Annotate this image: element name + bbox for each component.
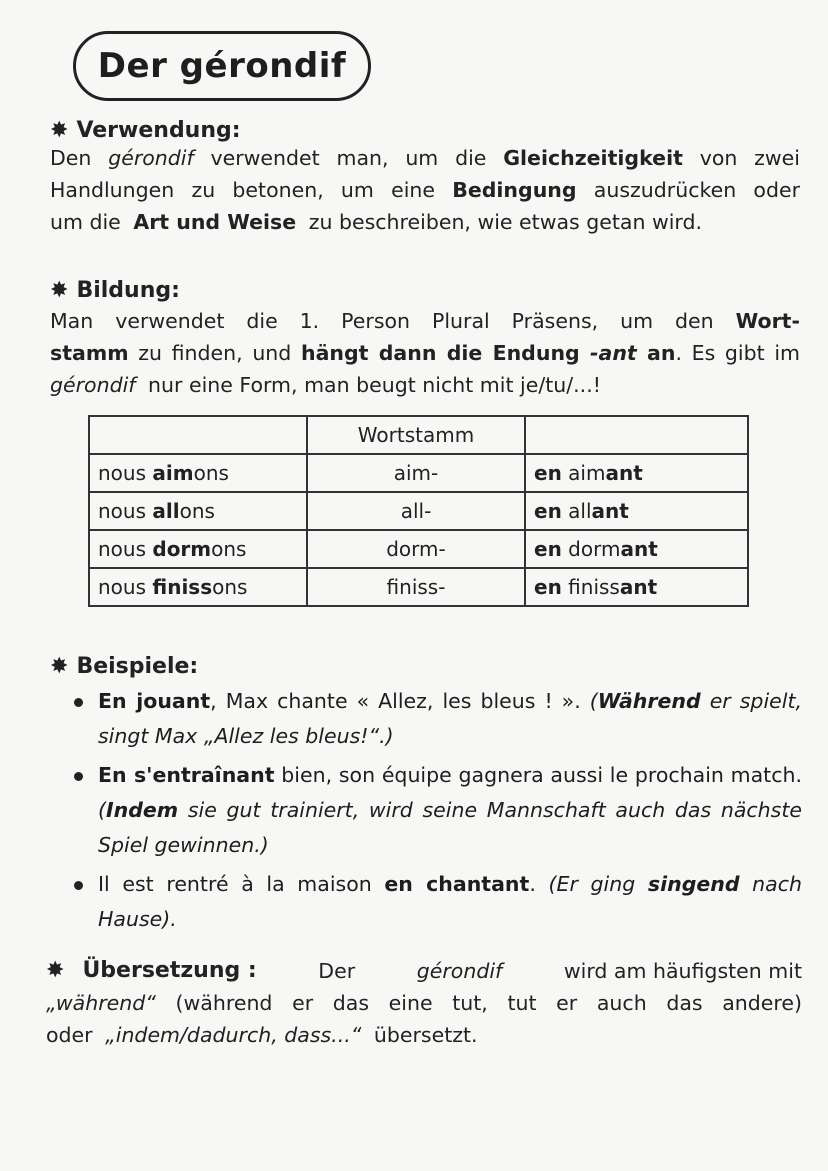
table-cell-gerondif — [525, 530, 748, 568]
table-cell-gerondif — [525, 454, 748, 492]
text-segment: hängt dann die Endung — [300, 341, 590, 365]
text-segment: „während“ — [46, 991, 156, 1015]
text-segment: sie gut trainiert, wird seine Mannschaft auch das nächste Spiel gewinnen.) — [98, 798, 802, 857]
verb-part: ons — [179, 499, 215, 523]
text-segment: auszudrücken oder — [576, 178, 800, 202]
heading-uebersetzung-label: Übersetzung : — [82, 958, 257, 983]
gerondif-part: ant — [620, 537, 658, 561]
heading-verwendung — [50, 118, 241, 143]
gerondif-part: en — [534, 537, 562, 561]
text-segment: um die — [50, 210, 128, 234]
heading-uebersetzung — [46, 955, 257, 987]
verb-part: nous — [98, 499, 153, 523]
text-segment: nach Hause). — [98, 872, 803, 931]
gerondif-part: en — [534, 499, 562, 523]
gerondif-part: dorm — [561, 537, 621, 561]
text-segment: von zwei — [682, 146, 800, 170]
table-cell-wortstamm: finiss- — [307, 568, 525, 606]
table-header-cell: Wortstamm — [307, 416, 525, 454]
paragraph-line — [50, 174, 800, 206]
table-cell-gerondif — [525, 492, 748, 530]
paragraph-line — [50, 337, 800, 369]
table-row — [89, 492, 748, 530]
paragraph-line — [50, 305, 800, 337]
heading-verwendung-label: Verwendung: — [76, 118, 241, 143]
table-cell-wortstamm: aim- — [307, 454, 525, 492]
text-segment: Wort- — [735, 309, 800, 333]
list-item — [70, 867, 802, 937]
text-segment: wird am häufigsten mit — [563, 959, 802, 983]
text-segment: Während — [597, 689, 701, 713]
verb-part: nous — [98, 537, 153, 561]
text-segment: en chantant — [384, 872, 530, 896]
verb-part: finiss — [152, 575, 213, 599]
asterisk-star-icon: ✸ — [50, 654, 69, 679]
text-segment: Man verwendet die 1. Person Plural Präsens, um den — [50, 309, 736, 333]
table-cell-wortstamm: dorm- — [307, 530, 525, 568]
text-segment: er spielt, singt Max „Allez les bleus!“.) — [98, 689, 803, 748]
text-segment: gérondif — [416, 959, 503, 983]
table-cell-gerondif — [525, 568, 748, 606]
paragraph-line — [46, 955, 802, 987]
text-segment: zu finden, und — [128, 341, 301, 365]
table-cell-verb — [89, 530, 307, 568]
asterisk-star-icon: ✸ — [46, 958, 65, 983]
text-segment: Gleichzeitigkeit — [503, 146, 683, 170]
gerondif-part: en — [534, 461, 562, 485]
conjugation-table — [88, 415, 749, 607]
gerondif-part: all — [561, 499, 592, 523]
gerondif-part: en — [534, 575, 562, 599]
gerondif-part: aim — [561, 461, 606, 485]
table-cell-verb — [89, 568, 307, 606]
table-row — [89, 454, 748, 492]
text-segment: (Er ging — [548, 872, 648, 896]
verb-part: nous — [98, 575, 153, 599]
bullet-dot-icon — [74, 698, 83, 707]
bullet-dot-icon — [74, 772, 83, 781]
text-segment: bien, son équipe gagnera aussi le prochain match. — [274, 763, 802, 787]
paragraph-bildung — [50, 305, 800, 401]
text-segment: . — [529, 872, 549, 896]
text-segment: Bedingung — [452, 178, 577, 202]
text-segment: nur eine Form, man beugt nicht mit je/tu/...! — [141, 373, 601, 397]
table-cell-wortstamm: all- — [307, 492, 525, 530]
text-segment: Der — [318, 959, 356, 983]
paragraph-line — [50, 369, 800, 401]
text-segment: -ant — [590, 341, 637, 365]
examples-list — [70, 684, 802, 941]
text-segment: zu beschreiben, wie etwas getan wird. — [302, 210, 703, 234]
heading-bildung — [50, 278, 180, 303]
paragraph-line — [46, 987, 802, 1019]
text-segment: „indem/dadurch, dass...“ — [105, 1023, 362, 1047]
list-item — [70, 758, 802, 863]
text-segment: Den — [50, 146, 109, 170]
asterisk-star-icon: ✸ — [50, 278, 69, 303]
table-header-cell — [525, 416, 748, 454]
text-segment: verwendet man, um die — [193, 146, 504, 170]
paragraph-line — [50, 206, 800, 238]
table-row — [89, 568, 748, 606]
heading-beispiele-label: Beispiele: — [76, 654, 199, 679]
text-segment: singend — [647, 872, 740, 896]
heading-beispiele — [50, 654, 198, 679]
gerondif-part: ant — [591, 499, 629, 523]
page-title: Der gérondif — [73, 31, 371, 101]
paragraph-uebersetzung — [46, 955, 802, 1051]
text-segment: Handlungen zu betonen, um eine — [50, 178, 453, 202]
list-item — [70, 684, 802, 754]
table-header-row — [89, 416, 748, 454]
text-segment: stamm — [50, 341, 129, 365]
verb-part: ons — [193, 461, 229, 485]
text-segment: oder — [46, 1023, 100, 1047]
bullet-dot-icon — [74, 881, 83, 890]
verb-part: nous — [98, 461, 153, 485]
text-segment: gérondif — [108, 146, 194, 170]
text-segment: übersetzt. — [367, 1023, 478, 1047]
table-cell-verb — [89, 454, 307, 492]
paragraph-line — [50, 142, 800, 174]
text-segment: ( — [98, 798, 106, 822]
text-segment: Il est rentré à la maison — [98, 872, 385, 896]
heading-bildung-label: Bildung: — [76, 278, 180, 303]
table-row — [89, 530, 748, 568]
text-segment: gérondif — [50, 373, 136, 397]
verb-part: all — [152, 499, 180, 523]
gerondif-part: finiss — [561, 575, 620, 599]
text-segment: En jouant — [98, 689, 211, 713]
paragraph-line — [46, 1019, 802, 1051]
paragraph-verwendung — [50, 142, 800, 238]
asterisk-star-icon: ✸ — [50, 118, 69, 143]
text-segment: (während er das eine tut, tut er auch das andere) — [155, 991, 802, 1015]
verb-part: aim — [152, 461, 194, 485]
gerondif-part: ant — [619, 575, 658, 599]
verb-part: ons — [212, 575, 248, 599]
table-header-cell — [89, 416, 307, 454]
gerondif-part: ant — [605, 461, 643, 485]
table-cell-verb — [89, 492, 307, 530]
verb-part: ons — [211, 537, 247, 561]
verb-part: dorm — [152, 537, 212, 561]
text-segment: Indem — [106, 798, 179, 822]
text-segment: Art und Weise — [133, 210, 297, 234]
text-segment: an — [636, 341, 676, 365]
text-segment: ( — [589, 689, 598, 713]
text-segment: , Max chante « Allez, les bleus ! ». — [210, 689, 590, 713]
text-segment: En s'entraînant — [98, 763, 275, 787]
text-segment: . Es gibt im — [675, 341, 800, 365]
